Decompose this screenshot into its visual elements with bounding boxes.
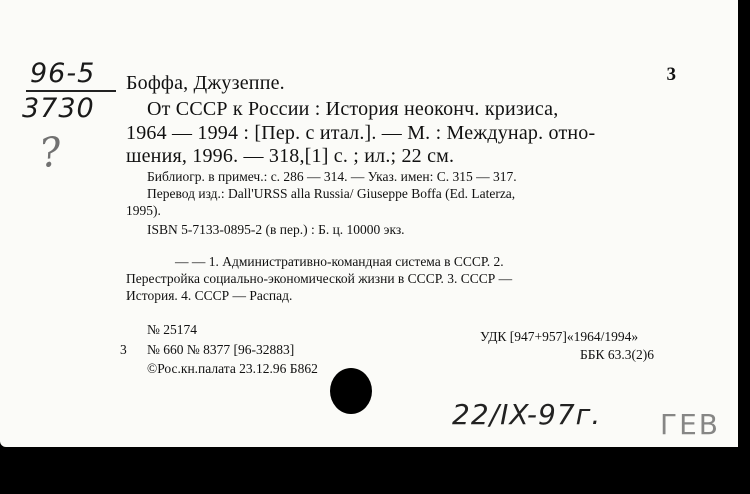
subject-line-2: Перестройка социально-экономической жизни в СССР. 3. СССР — [126, 271, 513, 286]
call-number-line1: 96-5 [30, 58, 96, 89]
handwritten-code: ГЕВ [660, 408, 720, 441]
title-line-3: шения, 1996. — 318,[1] с. ; ил.; 22 см. [126, 145, 455, 167]
isbn-line: ISBN 5-7133-0895-2 (в пер.) : Б. ц. 10000 экз. [147, 222, 405, 237]
udk-code: УДК [947+957]«1964/1994» [480, 329, 639, 344]
registration-numbers: № 660 № 8377 [96-32883] [147, 342, 295, 357]
bbk-code: ББК 63.3(2)6 [580, 347, 654, 362]
subject-line-3: История. 4. СССР — Распад. [126, 288, 293, 303]
call-number-line2: 3730 [22, 93, 95, 124]
card-number: 3 [666, 64, 676, 85]
subject-line-1: — — 1. Административно-командная система в СССР. 2. [175, 254, 504, 269]
note-translation: Перевод изд.: Dall'URSS alla Russia/ Giuseppe Boffa (Ed. Laterza, [147, 186, 516, 201]
handwritten-date: 22/IX-97г. [452, 398, 602, 431]
scan-border-bottom [0, 447, 750, 494]
title-line-2: 1964 — 1994 : [Пер. с итал.]. — М. : Междунар. отно- [126, 122, 596, 144]
author-heading: Боффа, Джузеппе. [126, 72, 285, 94]
note-translation-cont: 1995). [126, 203, 161, 218]
ink-blot [330, 368, 372, 414]
note-bibliography: Библиогр. в примеч.: с. 286 — 314. — Указ. имен: С. 315 — 317. [147, 169, 517, 184]
scan-border-right [738, 0, 750, 447]
registration-number: № 25174 [147, 322, 198, 337]
title-line-1: От СССР к России : История неоконч. кризиса, [147, 98, 559, 120]
registration-prefix: 3 [120, 342, 127, 357]
call-number-rule [26, 90, 116, 92]
handwritten-scribble: ? [36, 128, 65, 178]
registration-copyright: ©Рос.кн.палата 23.12.96 Б862 [147, 361, 318, 376]
